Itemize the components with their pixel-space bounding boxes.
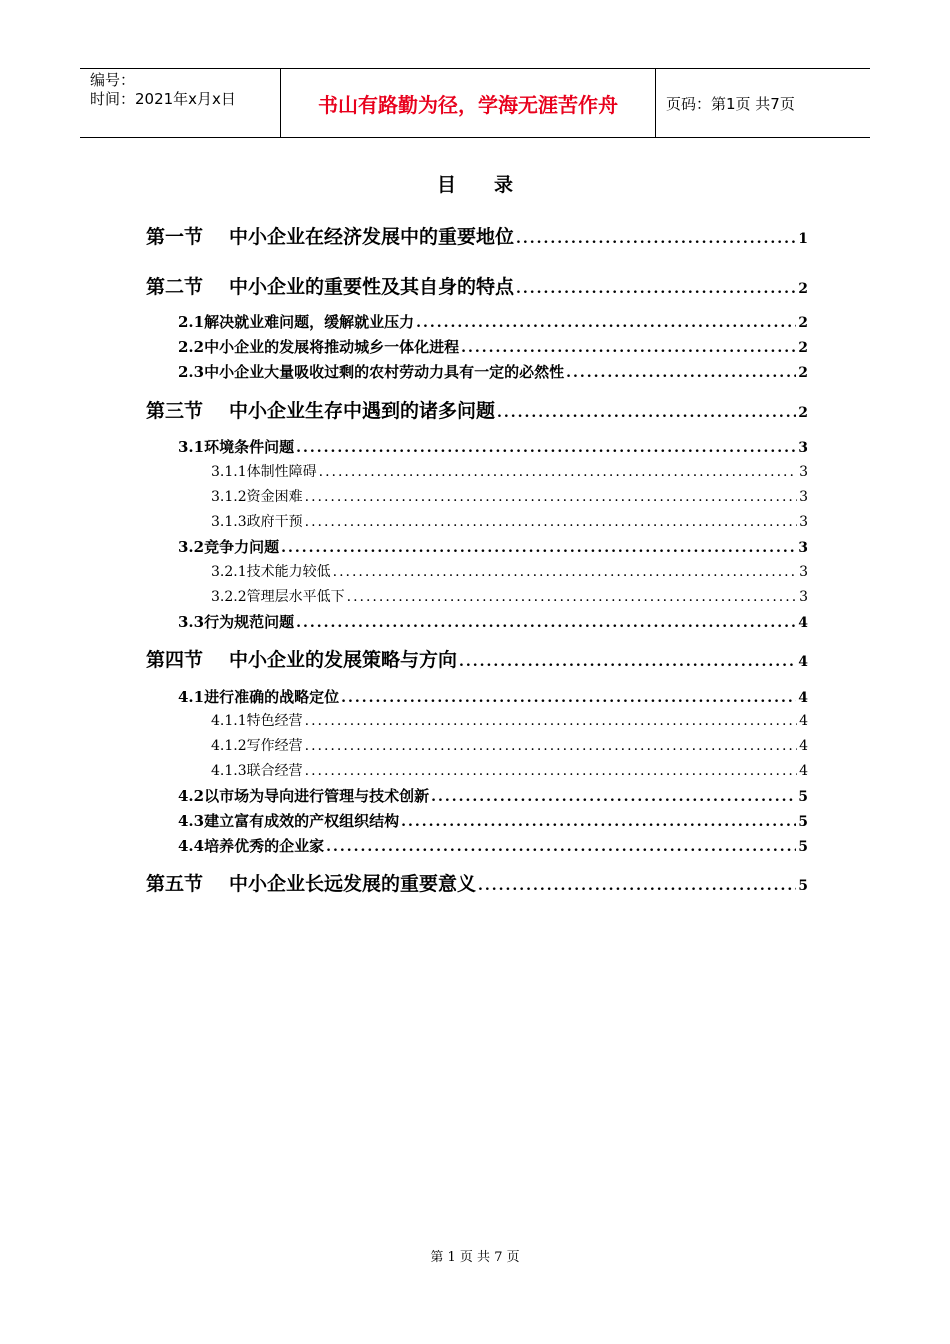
leader-dots xyxy=(296,615,796,631)
time-label: 时间：2021年x月x日 xyxy=(90,90,236,108)
toc-entry[interactable] xyxy=(146,869,808,896)
page-number: 5 xyxy=(798,839,808,855)
page-number: 3 xyxy=(798,440,808,456)
entry-text: 4.4培养优秀的企业家 xyxy=(178,837,325,855)
leader-dots xyxy=(319,464,797,480)
page-number: 2 xyxy=(798,340,808,356)
page-number: 3 xyxy=(798,540,808,556)
toc-entry[interactable] xyxy=(178,536,808,557)
page-number: 2 xyxy=(798,365,808,381)
entry-text: 4.2以市场为导向进行管理与技术创新 xyxy=(178,787,430,805)
header-left-cell xyxy=(80,69,280,137)
entry-text: 3.2.2管理层水平低下 xyxy=(211,589,345,605)
section-number: 第三节 xyxy=(146,400,204,422)
page-number: 3 xyxy=(799,564,808,580)
leader-dots xyxy=(497,405,796,421)
entry-text: 3.1.3政府干预 xyxy=(211,514,303,530)
toc-entry[interactable] xyxy=(146,222,808,249)
toc-entry[interactable] xyxy=(211,486,808,506)
entry-text: 4.1.1特色经营 xyxy=(211,713,303,729)
toc-entry[interactable] xyxy=(178,686,808,707)
toc-entry[interactable] xyxy=(211,511,808,531)
page-number: 2 xyxy=(798,281,808,297)
leader-dots xyxy=(305,738,797,754)
toc-entry[interactable] xyxy=(211,586,808,606)
toc-entry[interactable] xyxy=(178,436,808,457)
toc-entry[interactable] xyxy=(211,760,808,780)
toc-entry[interactable] xyxy=(178,835,808,856)
entry-text: 2.3中小企业大量吸收过剩的农村劳动力具有一定的必然性 xyxy=(178,363,565,381)
page-number: 1 xyxy=(798,231,808,247)
leader-dots xyxy=(326,839,796,855)
toc-entry[interactable] xyxy=(178,810,808,831)
toc-title: 目录 xyxy=(436,174,551,196)
toc-entry[interactable] xyxy=(146,272,808,299)
leader-dots xyxy=(401,814,796,830)
page-number: 3 xyxy=(799,514,808,530)
page-number: 4 xyxy=(798,654,808,670)
toc-entry[interactable] xyxy=(146,645,808,672)
entry-text: 中小企业的发展策略与方向 xyxy=(229,649,458,671)
entry-text: 4.3建立富有成效的产权组织结构 xyxy=(178,812,400,830)
leader-dots xyxy=(461,340,796,356)
entry-text: 4.1进行准确的战略定位 xyxy=(178,688,340,706)
toc-entry[interactable] xyxy=(211,461,808,481)
number-label: 编号： xyxy=(90,71,136,89)
page-number: 2 xyxy=(798,405,808,421)
toc-entry[interactable] xyxy=(146,396,808,423)
leader-dots xyxy=(305,489,797,505)
page-number: 3 xyxy=(799,589,808,605)
leader-dots xyxy=(296,440,796,456)
leader-dots xyxy=(305,514,797,530)
section-number: 第一节 xyxy=(146,226,204,248)
entry-text: 2.1解决就业难问题，缓解就业压力 xyxy=(178,313,415,331)
section-number: 第四节 xyxy=(146,649,204,671)
page-number: 3 xyxy=(799,464,808,480)
entry-text: 3.1.2资金困难 xyxy=(211,489,303,505)
leader-dots xyxy=(347,589,797,605)
leader-dots xyxy=(281,540,796,556)
toc-entry[interactable] xyxy=(178,311,808,332)
section-number: 第五节 xyxy=(146,873,204,895)
toc-entry[interactable] xyxy=(211,735,808,755)
entry-text: 3.1环境条件问题 xyxy=(178,438,295,456)
page-number: 2 xyxy=(798,315,808,331)
toc-entry[interactable] xyxy=(211,710,808,730)
entry-text: 3.2.1技术能力较低 xyxy=(211,564,331,580)
page-number: 4 xyxy=(799,763,808,779)
entry-text: 中小企业的重要性及其自身的特点 xyxy=(229,276,515,298)
page-header xyxy=(80,68,870,138)
leader-dots xyxy=(333,564,797,580)
leader-dots xyxy=(478,878,796,894)
page-number: 4 xyxy=(798,615,808,631)
leader-dots xyxy=(305,713,797,729)
header-motto: 书山有路勤为径，学海无涯苦作舟 xyxy=(280,69,656,137)
entry-text: 中小企业长远发展的重要意义 xyxy=(229,873,477,895)
entry-text: 3.2竞争力问题 xyxy=(178,538,280,556)
page-number: 5 xyxy=(798,878,808,894)
toc-entry[interactable] xyxy=(178,611,808,632)
header-page-info: 页码：第1页 共7页 xyxy=(666,94,795,113)
entry-text: 3.1.1体制性障碍 xyxy=(211,464,317,480)
leader-dots xyxy=(516,231,796,247)
entry-text: 4.1.3联合经营 xyxy=(211,763,303,779)
entry-text: 中小企业在经济发展中的重要地位 xyxy=(229,226,515,248)
page-number: 4 xyxy=(799,713,808,729)
toc-entry[interactable] xyxy=(178,361,808,382)
leader-dots xyxy=(459,654,796,670)
leader-dots xyxy=(416,315,796,331)
leader-dots xyxy=(305,763,797,779)
leader-dots xyxy=(516,281,796,297)
entry-text: 4.1.2写作经营 xyxy=(211,738,303,754)
leader-dots xyxy=(341,690,796,706)
page-number: 5 xyxy=(798,789,808,805)
page-number: 4 xyxy=(798,690,808,706)
entry-text: 3.3行为规范问题 xyxy=(178,613,295,631)
page-number: 3 xyxy=(799,489,808,505)
page-footer: 第 1 页 共 7 页 xyxy=(430,1250,520,1265)
leader-dots xyxy=(431,789,796,805)
toc-entry[interactable] xyxy=(178,336,808,357)
leader-dots xyxy=(566,365,796,381)
toc-entry[interactable] xyxy=(211,561,808,581)
section-number: 第二节 xyxy=(146,276,204,298)
toc-entry[interactable] xyxy=(178,785,808,806)
entry-text: 中小企业生存中遇到的诸多问题 xyxy=(229,400,496,422)
entry-text: 2.2中小企业的发展将推动城乡一体化进程 xyxy=(178,338,460,356)
page-number: 5 xyxy=(798,814,808,830)
page-number: 4 xyxy=(799,738,808,754)
